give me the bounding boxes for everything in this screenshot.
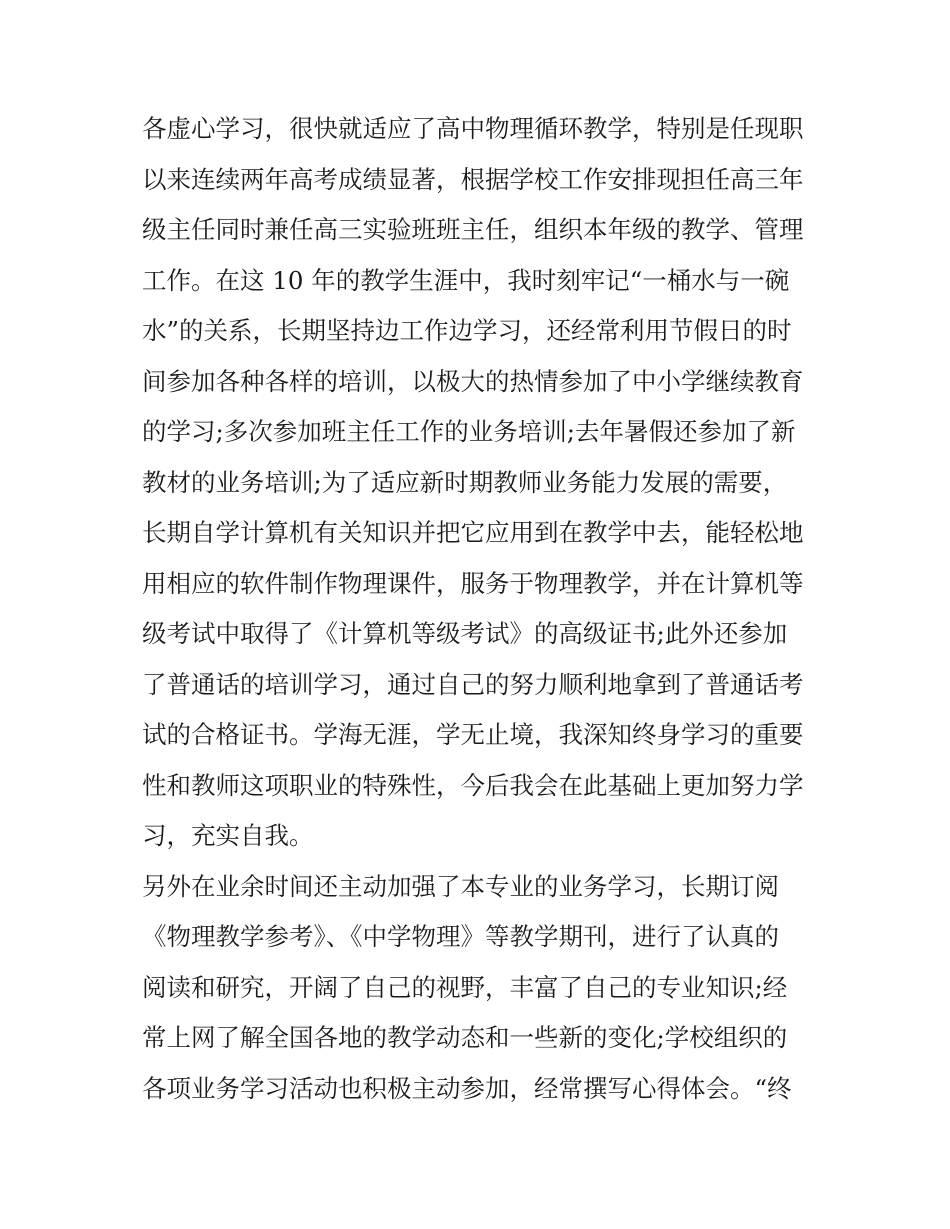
text-line: 级主任同时兼任高三实验班班主任，组织本年级的教学、管理 <box>142 215 804 244</box>
body-text <box>142 104 832 1114</box>
text-line: 各项业务学习活动也积极主动参加，经常撰写心得体会。“终 <box>142 1073 792 1103</box>
text-line: 级考试中取得了《计算机等级考试》的高级证书;此外还参加 <box>142 619 788 648</box>
text-line: 另外在业余时间还主动加强了本专业的业务学习，长期订阅 <box>142 871 779 901</box>
text-line: 间参加各种各样的培训，以极大的热情参加了中小学继续教育 <box>142 366 804 396</box>
text-line: 常上网了解全国各地的教学动态和一些新的变化;学校组织的 <box>142 1023 788 1052</box>
text-line: 习，充实自我。 <box>142 821 314 850</box>
text-line: 的学习;多次参加班主任工作的业务培训;去年暑假还参加了新 <box>142 417 796 446</box>
text-line: 了普通话的培训学习，通过自己的努力顺利地拿到了普通话考 <box>142 669 804 699</box>
text-line: 长期自学计算机有关知识并把它应用到在教学中去，能轻松地 <box>142 518 804 547</box>
text-line: 水”的关系，长期坚持边工作边学习，还经常利用节假日的时 <box>142 316 792 345</box>
text-line: 用相应的软件制作物理课件，服务于物理教学，并在计算机等 <box>142 568 804 598</box>
text-line: 试的合格证书。学海无涯，学无止境，我深知终身学习的重要 <box>142 720 804 749</box>
text-line: 以来连续两年高考成绩显著，根据学校工作安排现担任高三年 <box>142 164 804 194</box>
text-line: 教材的业务培训;为了适应新时期教师业务能力发展的需要， <box>142 467 788 497</box>
text-line: 阅读和研究，开阔了自己的视野，丰富了自己的专业知识;经 <box>142 972 788 1002</box>
text-line: 《物理教学参考》、《中学物理》等教学期刊，进行了认真的 <box>142 922 779 951</box>
text-line: 性和教师这项职业的特殊性，今后我会在此基础上更加努力学 <box>142 770 804 800</box>
text-line: 各虚心学习，很快就适应了高中物理循环教学，特别是任现职 <box>142 114 804 143</box>
text-line: 工作。在这 10 年的教学生涯中，我时刻牢记“一桶水与一碗 <box>142 265 790 295</box>
